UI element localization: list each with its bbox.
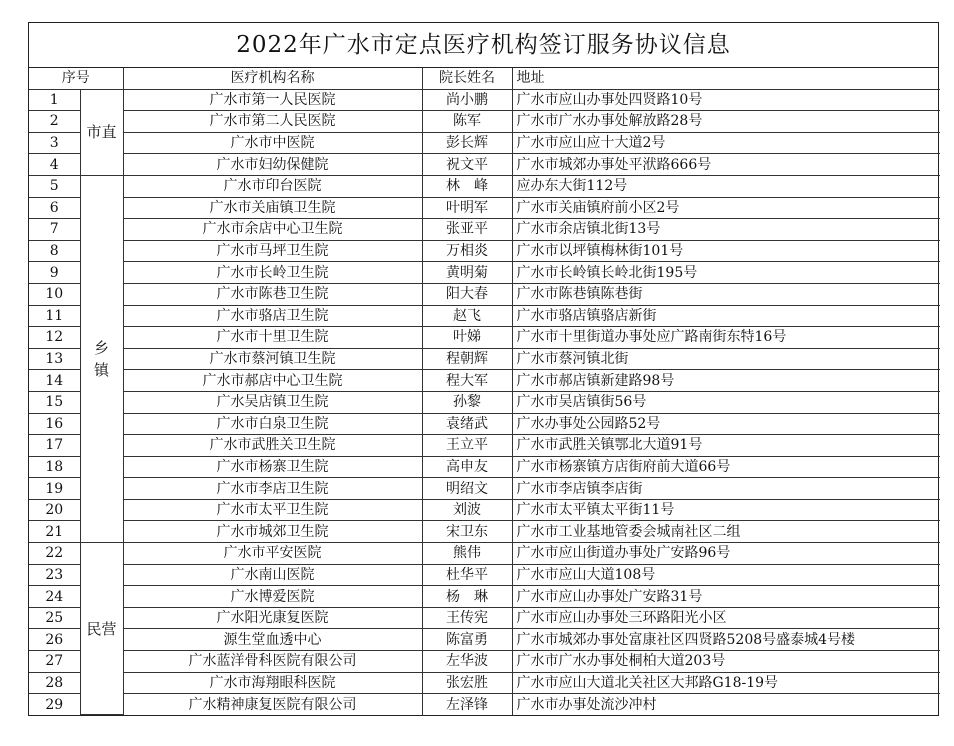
institution-name: 广水市第二人民医院 [123,111,422,133]
row-seq: 12 [29,327,80,349]
table-row [29,219,940,241]
institution-address: 广水市应山办事处广安路31号 [512,586,940,608]
row-seq: 8 [29,240,80,262]
director-name: 刘波 [422,499,512,521]
table-row [29,111,940,133]
institution-name: 广水市余店中心卫生院 [123,219,422,241]
institution-address: 广水市城郊办事处平洑路666号 [512,154,940,176]
row-seq: 29 [29,694,80,715]
director-name: 祝文平 [422,154,512,176]
row-seq: 19 [29,478,80,500]
table-row [29,132,940,154]
row-seq: 26 [29,629,80,651]
institution-name: 广水市郝店中心卫生院 [123,370,422,392]
institution-address: 广水市广水办事处解放路28号 [512,111,940,133]
director-name: 尚小鹏 [422,89,512,111]
document-title: 2022年广水市定点医疗机构签订服务协议信息 [29,23,938,68]
institution-address: 广水市工业基地管委会城南社区二组 [512,521,940,543]
director-name: 张宏胜 [422,672,512,694]
row-seq: 13 [29,348,80,370]
institution-name: 广水市第一人民医院 [123,89,422,111]
header-director: 院长姓名 [422,68,512,89]
director-name: 万相炎 [422,240,512,262]
institution-address: 广水市陈巷镇陈巷街 [512,283,940,305]
director-name: 程朝辉 [422,348,512,370]
director-name: 陈军 [422,111,512,133]
table-row [29,629,940,651]
table-row [29,651,940,673]
group-label-xiangzhen [80,175,123,542]
table-row [29,262,940,284]
institution-name: 广水市蔡河镇卫生院 [123,348,422,370]
director-name: 孙黎 [422,391,512,413]
institution-name: 广水阳光康复医院 [123,607,422,629]
table-row [29,175,940,197]
table-row [29,197,940,219]
row-seq: 3 [29,132,80,154]
institution-address: 应办东大街112号 [512,175,940,197]
institution-name: 广水市太平卫生院 [123,499,422,521]
director-name: 王传宪 [422,607,512,629]
row-seq: 21 [29,521,80,543]
row-seq: 16 [29,413,80,435]
institution-name: 广水市李店卫生院 [123,478,422,500]
institution-address: 广水市长岭镇长岭北街195号 [512,262,940,284]
institution-table [29,68,940,715]
director-name: 张亚平 [422,219,512,241]
institution-name: 广水市中医院 [123,132,422,154]
row-seq: 6 [29,197,80,219]
table-row [29,283,940,305]
row-seq: 20 [29,499,80,521]
institution-address: 广水市关庙镇府前小区2号 [512,197,940,219]
table-row [29,456,940,478]
director-name: 阳大春 [422,283,512,305]
institution-address: 广水市应山办事处三环路阳光小区 [512,607,940,629]
director-name: 宋卫东 [422,521,512,543]
institution-name: 广水市海翔眼科医院 [123,672,422,694]
institution-name: 广水市马坪卫生院 [123,240,422,262]
institution-name: 广水市武胜关卫生院 [123,435,422,457]
group-label-shizhi [80,89,123,175]
institution-address: 广水市李店镇李店街 [512,478,940,500]
table-row [29,435,940,457]
row-seq: 23 [29,564,80,586]
table-header-row [29,68,940,89]
institution-address: 广水市应山大道北关社区大邦路G18-19号 [512,672,940,694]
table-row [29,694,940,715]
institution-name: 广水市城郊卫生院 [123,521,422,543]
row-seq: 27 [29,651,80,673]
director-name: 左华波 [422,651,512,673]
institution-address: 广水市太平镇太平街11号 [512,499,940,521]
institution-name: 源生堂血透中心 [123,629,422,651]
header-name: 医疗机构名称 [123,68,422,89]
institution-name: 广水市骆店卫生院 [123,305,422,327]
institution-address: 广水市杨寨镇方店街府前大道66号 [512,456,940,478]
row-seq: 1 [29,89,80,111]
table-row [29,348,940,370]
row-seq: 25 [29,607,80,629]
row-seq: 10 [29,283,80,305]
institution-name: 广水市关庙镇卫生院 [123,197,422,219]
table-row [29,413,940,435]
table-row [29,607,940,629]
institution-name: 广水市陈巷卫生院 [123,283,422,305]
group-label-char: 镇 [93,361,109,380]
institution-address: 广水市武胜关镇鄂北大道91号 [512,435,940,457]
institution-address: 广水市应山办事处四贤路10号 [512,89,940,111]
row-seq: 15 [29,391,80,413]
institution-name: 广水南山医院 [123,564,422,586]
director-name: 赵飞 [422,305,512,327]
institution-address: 广水市骆店镇骆店新街 [512,305,940,327]
institution-address: 广水市广水办事处桐柏大道203号 [512,651,940,673]
table-row [29,327,940,349]
table-row [29,240,940,262]
institution-name: 广水蓝洋骨科医院有限公司 [123,651,422,673]
row-seq: 28 [29,672,80,694]
institution-name: 广水市白泉卫生院 [123,413,422,435]
institution-name: 广水市妇幼保健院 [123,154,422,176]
table-row [29,89,940,111]
director-name: 高申友 [422,456,512,478]
row-seq: 4 [29,154,80,176]
institution-address: 广水市十里街道办事处应广路南街东特16号 [512,327,940,349]
table-row [29,499,940,521]
director-name: 陈富勇 [422,629,512,651]
row-seq: 7 [29,219,80,241]
row-seq: 18 [29,456,80,478]
group-label-text: 市直 [86,123,117,142]
director-name: 林 峰 [422,175,512,197]
table-row [29,543,940,565]
institution-address: 广水市城郊办事处富康社区四贤路5208号盛泰城4号楼 [512,629,940,651]
institution-name: 广水市长岭卫生院 [123,262,422,284]
group-label-char: 乡 [93,339,109,358]
table-row [29,154,940,176]
table-row [29,305,940,327]
row-seq: 9 [29,262,80,284]
institution-address: 广水市余店镇北街13号 [512,219,940,241]
director-name: 叶娣 [422,327,512,349]
table-row [29,391,940,413]
institution-name: 广水市十里卫生院 [123,327,422,349]
institution-address: 广水市应山大道108号 [512,564,940,586]
institution-name: 广水博爱医院 [123,586,422,608]
director-name: 杜华平 [422,564,512,586]
institution-address: 广水市办事处流沙冲村 [512,694,940,715]
institution-address: 广水市应山应十大道2号 [512,132,940,154]
director-name: 左泽锋 [422,694,512,715]
row-seq: 14 [29,370,80,392]
table-row [29,478,940,500]
director-name: 杨 琳 [422,586,512,608]
director-name: 叶明军 [422,197,512,219]
institution-name: 广水市杨寨卫生院 [123,456,422,478]
header-address: 地址 [512,68,940,89]
director-name: 袁绪武 [422,413,512,435]
row-seq: 17 [29,435,80,457]
institution-address: 广水市应山街道办事处广安路96号 [512,543,940,565]
institution-address: 广水市吴店镇街56号 [512,391,940,413]
row-seq: 22 [29,543,80,565]
director-name: 彭长辉 [422,132,512,154]
director-name: 黄明菊 [422,262,512,284]
director-name: 明绍文 [422,478,512,500]
institution-address: 广水市以坪镇梅林街101号 [512,240,940,262]
group-label-text: 民营 [86,619,117,638]
director-name: 王立平 [422,435,512,457]
institution-name: 广水市印台医院 [123,175,422,197]
director-name: 熊伟 [422,543,512,565]
institution-address: 广水市蔡河镇北街 [512,348,940,370]
institution-address: 广水办事处公园路52号 [512,413,940,435]
service-agreement-sheet [28,22,939,716]
institution-name: 广水吴店镇卫生院 [123,391,422,413]
director-name: 程大军 [422,370,512,392]
institution-name: 广水市平安医院 [123,543,422,565]
table-row [29,370,940,392]
institution-name: 广水精神康复医院有限公司 [123,694,422,715]
row-seq: 24 [29,586,80,608]
row-seq: 2 [29,111,80,133]
header-seq: 序号 [29,68,123,89]
table-row [29,564,940,586]
table-row [29,672,940,694]
group-label-minying [80,543,123,715]
row-seq: 11 [29,305,80,327]
table-row [29,521,940,543]
row-seq: 5 [29,175,80,197]
institution-address: 广水市郝店镇新建路98号 [512,370,940,392]
table-row [29,586,940,608]
